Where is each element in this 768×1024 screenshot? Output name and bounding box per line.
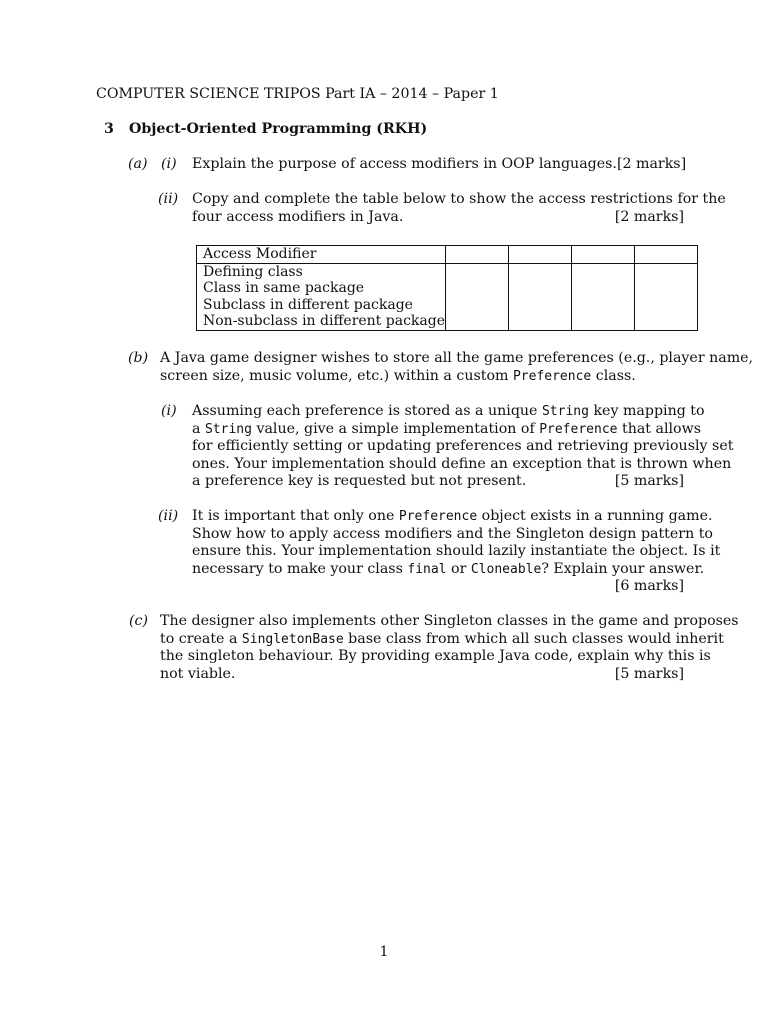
table-empty-column-3 — [572, 246, 635, 331]
table-empty-column-4 — [635, 246, 698, 331]
part-b-ii-line-3: ensure this. Your implementation should lazily instantiate the object. Is it — [192, 543, 721, 560]
part-b-i-marks: [5 marks] — [614, 473, 684, 490]
part-a-i-question: Explain the purpose of access modifiers in OOP languages. — [192, 156, 617, 172]
part-c-line-4: not viable. — [160, 665, 236, 682]
part-b-ii-line-4: necessary to make your class final or Cloneable? Explain your answer. — [192, 560, 705, 577]
table-empty-column-1 — [446, 246, 509, 331]
part-a-label: (a) — [128, 156, 148, 172]
part-b-i-text — [192, 403, 734, 491]
table-label-column — [197, 246, 446, 331]
part-b-ii-line-2: Show how to apply access modifiers and the Singleton design pattern to — [192, 525, 713, 542]
question-number: 3 — [104, 121, 114, 137]
part-b-i-line-4: ones. Your implementation should define an exception that is thrown when — [192, 455, 732, 472]
code-cloneable: Cloneable — [470, 561, 542, 577]
code-preference: Preference — [512, 368, 592, 384]
part-b-i-label: (i) — [161, 403, 177, 419]
table-row-defining-class: Defining class — [203, 263, 303, 280]
part-a-ii-line-1: Copy and complete the table below to show the access restrictions for the — [192, 191, 726, 207]
part-c-text — [160, 613, 739, 683]
code-string: String — [541, 404, 589, 419]
part-a-ii-line-2: four access modifiers in Java. — [192, 208, 404, 225]
table-row-same-package: Class in same package — [203, 280, 365, 296]
part-b-ii-line-1: It is important that only one Preference object exists in a running game. — [192, 508, 713, 524]
code-singletonbase: SingletonBase — [241, 631, 344, 647]
part-c-line-3: the singleton behaviour. By providing example Java code, explain why this is — [160, 648, 711, 665]
table-row-subclass-different-package: Subclass in different package — [203, 296, 413, 313]
part-b-i-line-2: a String value, give a simple implementation of Preference that allows — [192, 420, 702, 437]
access-modifier-table — [196, 245, 698, 331]
part-a-i-marks: [2 marks] — [616, 156, 687, 172]
part-b-i-line-5: a preference key is requested but not present. — [192, 473, 527, 490]
part-c-label: (c) — [129, 613, 149, 629]
code-final: final — [407, 561, 447, 577]
table-row-non-subclass-different-package: Non-subclass in different package — [203, 313, 445, 329]
paper-header: COMPUTER SCIENCE TRIPOS Part IA – 2014 – Paper 1 — [96, 86, 499, 102]
part-a-i-text — [192, 156, 687, 174]
part-a-ii-marks: [2 marks] — [614, 208, 684, 225]
part-b-i-line-1: Assuming each preference is stored as a unique String key mapping to — [192, 403, 705, 419]
question-title: Object-Oriented Programming (RKH) — [129, 121, 428, 137]
part-b-intro-line-1: A Java game designer wishes to store all the game preferences (e.g., player name, — [160, 350, 754, 366]
part-a-ii-label: (ii) — [158, 191, 179, 207]
part-b-label: (b) — [128, 350, 149, 366]
part-c-line-1: The designer also implements other Singleton classes in the game and proposes — [160, 613, 739, 629]
part-a-i-label: (i) — [161, 156, 177, 172]
part-b-intro — [160, 350, 754, 385]
part-b-ii-label: (ii) — [158, 508, 179, 524]
part-b-ii-text — [192, 508, 721, 596]
part-c-marks: [5 marks] — [614, 665, 684, 682]
page-number: 1 — [379, 944, 389, 960]
part-c-line-2: to create a SingletonBase base class from which all such classes would inherit — [160, 630, 724, 647]
part-b-i-line-3: for efficiently setting or updating preferences and retrieving previously set — [192, 438, 734, 455]
code-string: String — [204, 421, 252, 437]
part-b-intro-line-2: screen size, music volume, etc.) within a custom Preference class. — [160, 367, 636, 384]
part-b-ii-marks: [6 marks] — [614, 578, 684, 595]
code-preference: Preference — [398, 509, 478, 524]
table-empty-column-2 — [509, 246, 572, 331]
code-preference: Preference — [539, 421, 618, 437]
part-a-ii-text — [192, 191, 726, 226]
table-header-access-modifier: Access Modifier — [197, 246, 445, 264]
